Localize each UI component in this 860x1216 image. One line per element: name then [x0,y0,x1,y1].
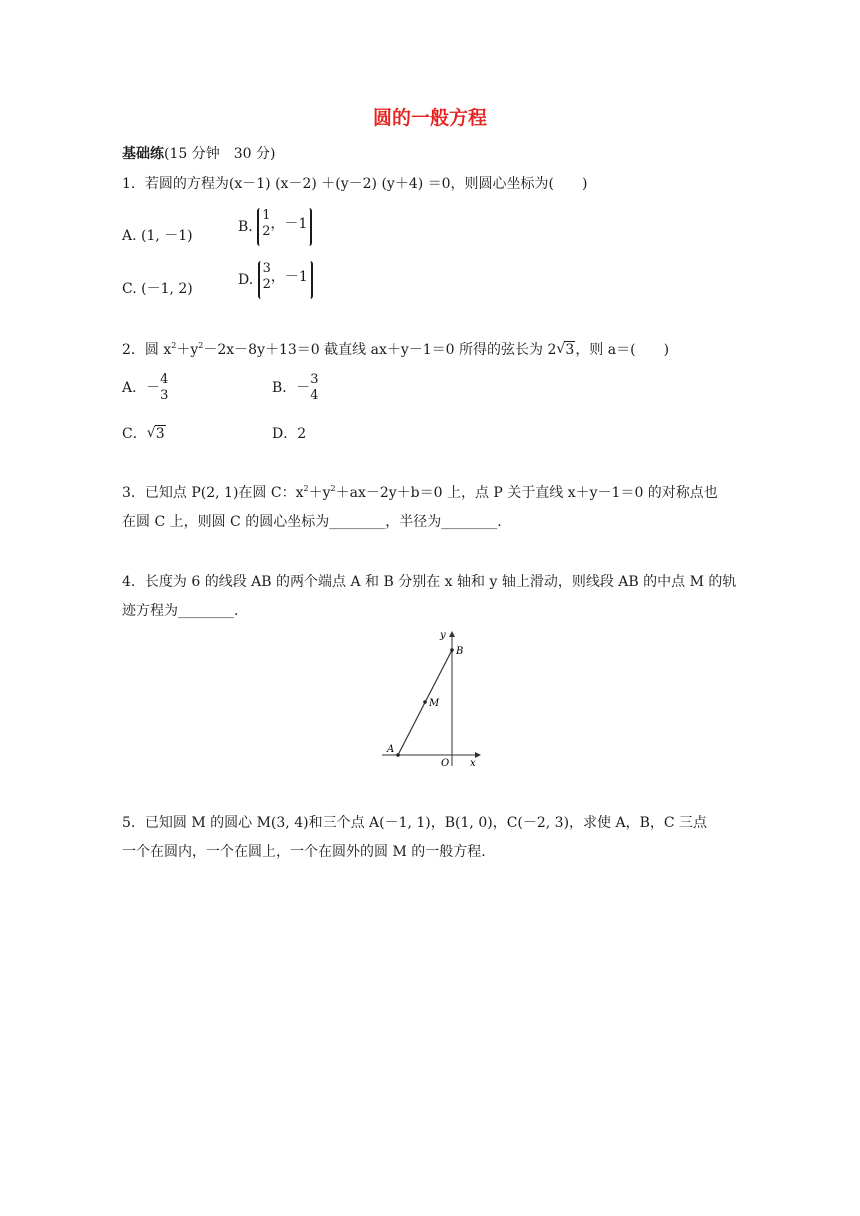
q1-d-denominator: 2 [262,277,271,292]
q1-option-b-label: B. [238,219,253,235]
q3-line1-b: ＋y [308,485,331,501]
point-a [396,753,400,757]
q1-option-d-bracket [258,261,313,299]
point-m [423,700,427,704]
q2-option-c [122,424,166,444]
q1-option-d [238,261,313,299]
q2-sqrt: √ 3 [556,341,575,358]
page-title: 圆的一般方程 [372,107,487,129]
q2-c-label: C． [122,426,147,442]
q2-b-numerator: 3 [310,372,319,387]
q4-line-2: 迹方程为________. [122,603,239,619]
q1-option-d-label: D. [238,272,254,288]
q4-figure [378,626,488,771]
q2-stem-mid1: ＋y [176,342,199,358]
q3-sup-1: 2 [303,484,309,493]
label-b: B [456,646,464,657]
q1-option-b-bracket [257,208,312,246]
q2-a-fraction [160,372,168,404]
q2-stem-suffix: ，则 a＝( ) [575,342,670,358]
q2-b-fraction [310,372,318,404]
label-o: O [441,758,450,769]
label-m: M [429,698,440,709]
q2-stem-mid2: －2x－8y＋13＝0 截直线 ax＋y－1＝0 所得的弦长为 2 [203,342,557,358]
q2-a-label: A．－ [122,380,161,396]
q1-option-c: C. (－1, 2) [122,281,193,297]
q1-d-rest: ，－1 [270,269,308,285]
q2-stem-prefix: 2．圆 x [122,342,172,358]
q1-stem: 1．若圆的方程为(x－1) (x－2) ＋(y－2) (y＋4) ＝0，则圆心坐标为( ) [122,176,588,192]
q2-sup-2: 2 [198,341,204,350]
q3-line-1 [122,483,718,503]
q2-option-b [272,372,319,404]
q2-stem [122,340,669,360]
q1-option-d-fraction [263,261,271,293]
q3-sup-2: 2 [330,484,336,493]
q2-option-a [122,372,168,404]
q1-b-rest: ，－1 [270,216,308,232]
q2-b-label: B．－ [272,380,311,396]
q1-option-b [238,208,312,246]
section-heading [122,144,275,164]
section-time: (15 分钟 30 分) [164,146,276,162]
q5-line-2: 一个在圆内，一个在圆上，一个在圆外的圆 M 的一般方程. [122,844,486,860]
q2-option-d: D．2 [272,426,307,442]
q3-line1-c: ＋ax－2y＋b＝0 上，点 P 关于直线 x＋y－1＝0 的对称点也 [335,485,718,501]
point-b [450,648,454,652]
q2-a-numerator: 4 [160,372,169,387]
q3-line1-a: 3．已知点 P(2, 1)在圆 C：x [122,485,304,501]
q2-a-denominator: 3 [160,388,169,403]
q2-c-sqrt-value: 3 [155,426,165,442]
q2-c-sqrt: √ 3 [146,425,165,442]
q1-option-a: A. (1, －1) [122,228,193,244]
q2-sup-1: 2 [171,341,177,350]
q4-line-1: 4．长度为 6 的线段 AB 的两个端点 A 和 B 分别在 x 轴和 y 轴上滑动，则线段 AB 的中点 M 的轨 [122,574,737,590]
q3-line-2: 在圆 C 上，则圆 C 的圆心坐标为________，半径为________. [122,514,502,530]
q1-b-numerator: 1 [262,208,271,223]
q2-b-denominator: 4 [310,388,319,403]
label-a: A [387,744,395,755]
section-label: 基础练 [122,146,164,162]
label-y: y [440,630,446,641]
q1-b-denominator: 2 [262,224,271,239]
q2-sqrt-value: 3 [565,342,575,358]
label-x: x [470,758,476,769]
q1-d-numerator: 3 [262,261,271,276]
q5-line-1: 5．已知圆 M 的圆心 M(3, 4)和三个点 A(－1, 1)，B(1, 0)，C(－2, 3)，求使 A，B，C 三点 [122,815,708,831]
